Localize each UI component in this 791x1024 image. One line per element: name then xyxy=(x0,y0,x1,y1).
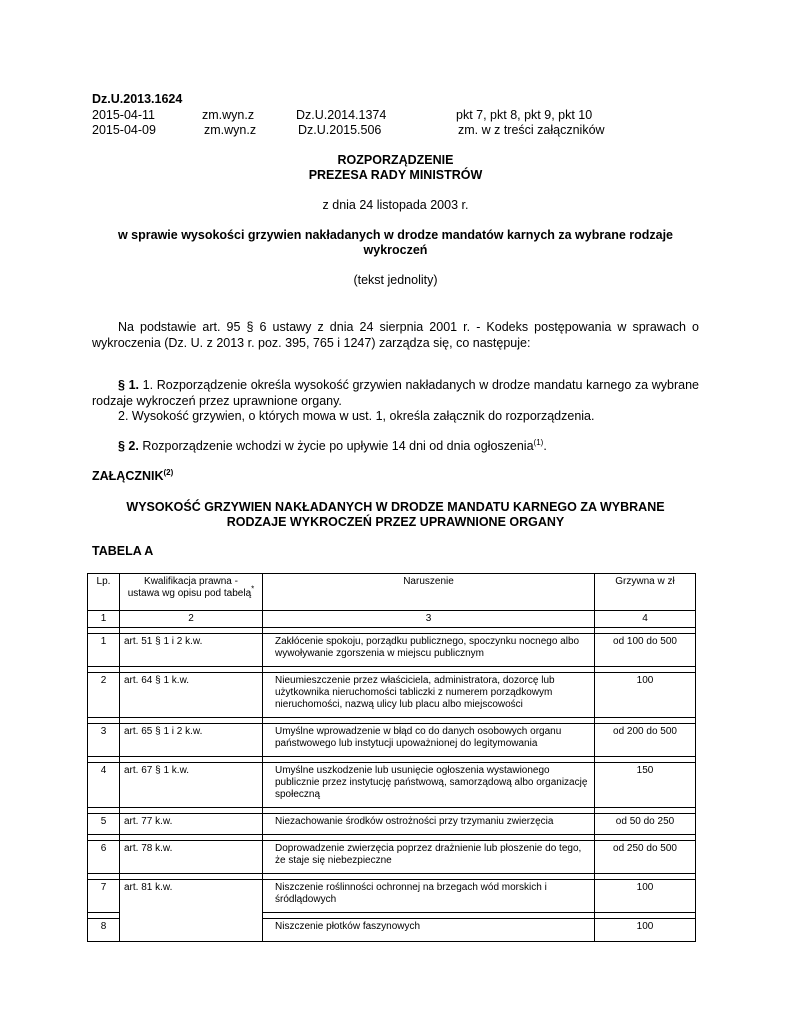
table-row xyxy=(88,880,696,913)
section-2-paragraph xyxy=(92,438,699,454)
amendment-2-ref: Dz.U.2015.506 xyxy=(298,123,382,137)
column-number-row xyxy=(88,611,696,628)
section-1-paragraph-2: 2. Wysokość grzywien, o których mowa w ust. 1, określa załącznik do rozporządzenia. xyxy=(118,409,595,423)
amendment-2-date: 2015-04-09 xyxy=(92,123,156,137)
row-description: Nieumieszczenie przez właściciela, administratora, dozorcę lub użytkownika nieruchomości tabliczki z numerem porządkowym nieruchomości, nazwą ulicy lub placu albo miejscowości xyxy=(263,673,595,718)
table-row xyxy=(88,919,696,942)
document-id: Dz.U.2013.1624 xyxy=(92,92,183,106)
title-line-1: ROZPORZĄDZENIE xyxy=(337,153,454,167)
row-lp: 8 xyxy=(88,919,120,942)
row-legal-basis: art. 77 k.w. xyxy=(120,814,263,835)
annex-title-line-2: RODZAJE WYKROCZEŃ PRZEZ UPRAWNIONE ORGANY xyxy=(226,515,565,529)
section-2-text: Rozporządzenie wchodzi w życie po upływie 14 dni od dnia ogłoszenia xyxy=(138,439,534,453)
preamble: Na podstawie art. 95 § 6 ustawy z dnia 24 sierpnia 2001 r. - Kodeks postępowania w sprawach o wykroczenia (Dz. U. z 2013 r. poz. 395, 765 i 1247) zarządza się, co następuje: xyxy=(92,320,699,350)
section-1-paragraph-1 xyxy=(92,377,699,409)
section-2-label: § 2. xyxy=(118,439,139,453)
row-description: Doprowadzenie zwierzęcia poprzez drażnienie lub płoszenie do tego, że staje się niebezpieczne xyxy=(263,841,595,874)
row-description: Niszczenie roślinności ochronnej na brzegach wód morskich i śródlądowych xyxy=(263,880,595,913)
row-fine: od 100 do 500 xyxy=(595,634,696,667)
row-lp: 5 xyxy=(88,814,120,835)
row-lp: 7 xyxy=(88,880,120,913)
subject-line-2: wykroczeń xyxy=(363,243,428,257)
amendment-1-scope: pkt 7, pkt 8, pkt 9, pkt 10 xyxy=(456,108,593,122)
amendment-1-type: zm.wyn.z xyxy=(202,108,255,122)
table-row xyxy=(88,634,696,667)
row-legal-basis: art. 64 § 1 k.w. xyxy=(120,673,263,718)
row-description: Umyślne wprowadzenie w błąd co do danych osobowych organu państwowego lub instytucji upoważnionej do legitymowania xyxy=(263,724,595,757)
row-legal-basis xyxy=(120,919,263,942)
row-legal-basis: art. 65 § 1 i 2 k.w. xyxy=(120,724,263,757)
annex-label-text: ZAŁĄCZNIK xyxy=(92,469,164,483)
row-description: Umyślne uszkodzenie lub usunięcie ogłoszenia wystawionego publicznie przez instytucję państwową, samorządową albo organizację społeczną xyxy=(263,763,595,808)
section-2-end: . xyxy=(543,439,547,453)
column-number-1: 1 xyxy=(88,611,120,628)
table-header-row xyxy=(88,574,696,611)
row-legal-basis: art. 67 § 1 k.w. xyxy=(120,763,263,808)
column-number-4: 4 xyxy=(595,611,696,628)
section-2-footnote-ref: (1) xyxy=(533,437,544,447)
subject-line-1: w sprawie wysokości grzywien nakładanych w drodze mandatów karnych za wybrane rodzaje xyxy=(117,228,674,242)
table-row xyxy=(88,841,696,874)
row-legal-basis: art. 78 k.w. xyxy=(120,841,263,874)
table-row xyxy=(88,673,696,718)
row-legal-basis: art. 81 k.w. xyxy=(120,880,263,913)
row-fine: 150 xyxy=(595,763,696,808)
row-fine: 100 xyxy=(595,880,696,913)
title-date: z dnia 24 listopada 2003 r. xyxy=(322,198,469,212)
header-naruszenie: Naruszenie xyxy=(263,574,595,611)
header-kwalifikacja-asterisk: * xyxy=(251,584,255,594)
row-lp: 2 xyxy=(88,673,120,718)
header-grzywna: Grzywna w zł xyxy=(595,574,696,611)
row-description: Niezachowanie środków ostrożności przy trzymaniu zwierzęcia xyxy=(263,814,595,835)
header-kwalifikacja-line2: ustawa wg opisu pod tabelą xyxy=(127,588,252,599)
row-lp: 6 xyxy=(88,841,120,874)
column-number-3: 3 xyxy=(263,611,595,628)
header-kwalifikacja-line1: Kwalifikacja prawna - xyxy=(144,576,238,587)
amendment-2-type: zm.wyn.z xyxy=(204,123,257,137)
row-fine: od 200 do 500 xyxy=(595,724,696,757)
row-legal-basis: art. 51 § 1 i 2 k.w. xyxy=(120,634,263,667)
row-fine: 100 xyxy=(595,919,696,942)
title-line-2: PREZESA RADY MINISTRÓW xyxy=(308,168,483,182)
consolidated-text-note: (tekst jednolity) xyxy=(353,273,438,287)
annex-title-line-1: WYSOKOŚĆ GRZYWIEN NAKŁADANYCH W DRODZE MANDATU KARNEGO ZA WYBRANE xyxy=(126,500,665,514)
column-number-2: 2 xyxy=(120,611,263,628)
row-description: Zakłócenie spokoju, porządku publicznego, spoczynku nocnego albo wywoływanie zgorszenia w miejscu publicznym xyxy=(263,634,595,667)
table-row xyxy=(88,763,696,808)
row-fine: od 250 do 500 xyxy=(595,841,696,874)
table-label: TABELA A xyxy=(92,544,154,558)
annex-footnote-ref: (2) xyxy=(163,467,174,477)
amendment-2-scope: zm. w z treści załączników xyxy=(458,123,605,137)
row-description: Niszczenie płotków faszynowych xyxy=(263,919,595,942)
amendment-1-ref: Dz.U.2014.1374 xyxy=(296,108,387,122)
section-1-label: § 1. xyxy=(118,378,140,392)
table-row xyxy=(88,724,696,757)
row-lp: 1 xyxy=(88,634,120,667)
row-fine: od 50 do 250 xyxy=(595,814,696,835)
row-lp: 4 xyxy=(88,763,120,808)
annex-label xyxy=(92,469,173,483)
table-row xyxy=(88,814,696,835)
header-lp: Lp. xyxy=(88,574,120,611)
fines-table xyxy=(87,573,696,942)
row-lp: 3 xyxy=(88,724,120,757)
row-fine: 100 xyxy=(595,673,696,718)
amendment-1-date: 2015-04-11 xyxy=(92,108,156,122)
header-kwalifikacja xyxy=(120,574,263,611)
section-1-text: 1. Rozporządzenie określa wysokość grzywien nakładanych w drodze mandatu karnego za wybrane rodzaje wykroczeń przez uprawnione organy. xyxy=(92,378,699,408)
